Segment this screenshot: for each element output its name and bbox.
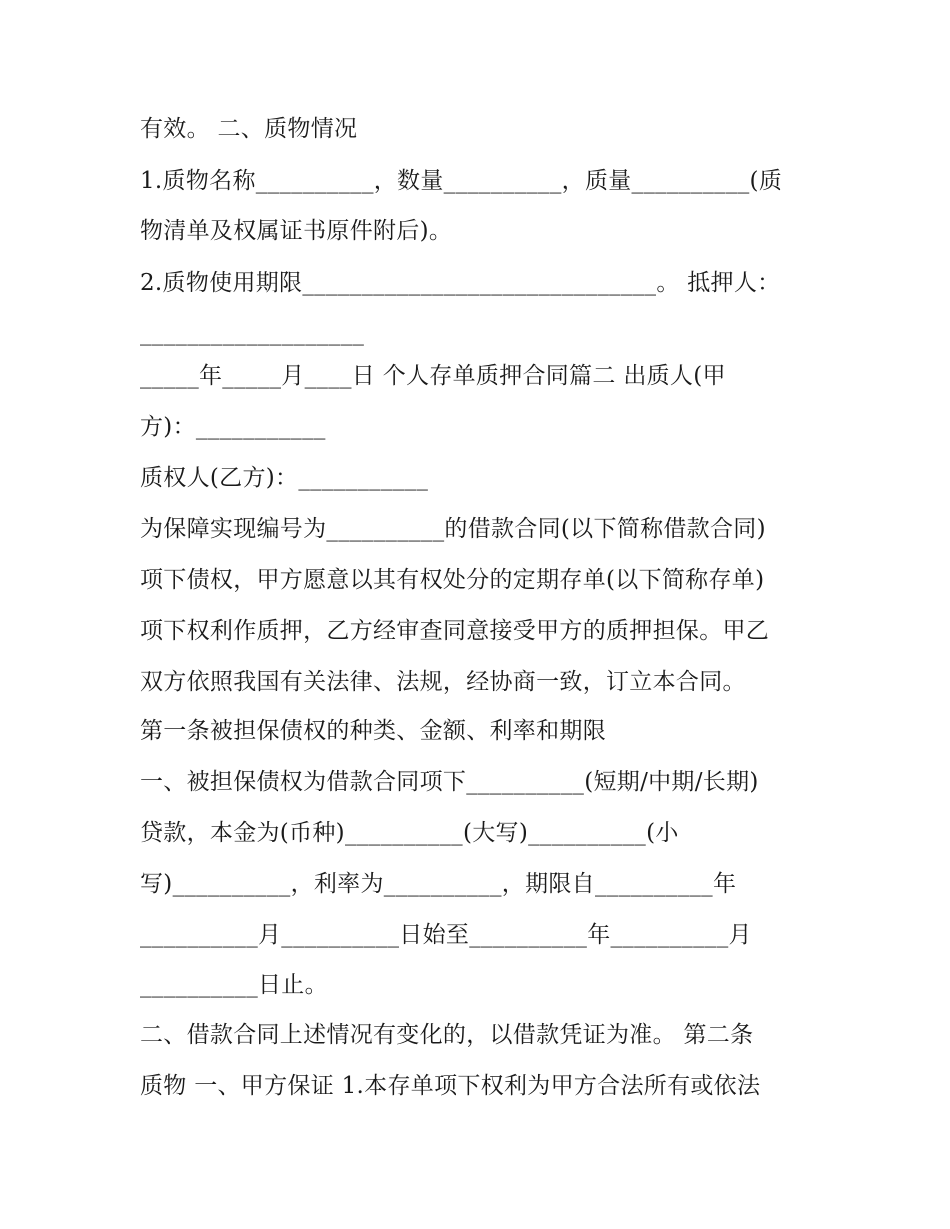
text-line: 方)：___________ — [140, 414, 326, 440]
text-line: 写)__________，利率为__________，期限自__________年 — [140, 871, 737, 897]
text-line: 项下债权，甲方愿意以其有权处分的定期存单(以下简称存单) — [140, 567, 765, 593]
text-line: 1.质物名称__________，数量__________，质量__________(质 — [140, 168, 783, 194]
text-line: ___________________ — [140, 320, 365, 346]
text-line: 物清单及权属证书原件附后)。 — [140, 218, 453, 244]
text-line: 贷款，本金为(币种)__________(大写)__________(小 — [140, 820, 679, 846]
text-line: _____年_____月____日 个人存单质押合同篇二 出质人(甲 — [140, 363, 726, 389]
text-line: __________日止。 — [140, 972, 328, 998]
text-line: 质权人(乙方)：___________ — [140, 465, 429, 491]
text-line: 2.质物使用期限______________________________。 抵押人： — [140, 270, 781, 296]
text-line: 为保障实现编号为__________的借款合同(以下简称借款合同) — [140, 516, 766, 542]
text-line: 双方依照我国有关法律、法规，经协商一致，订立本合同。 — [140, 669, 746, 695]
text-line: 质物 一、甲方保证 1.本存单项下权利为甲方合法所有或依法 — [140, 1073, 761, 1099]
text-line: 第一条被担保债权的种类、金额、利率和期限 — [140, 718, 606, 744]
text-line: 项下权利作质押，乙方经审查同意接受甲方的质押担保。甲乙 — [140, 618, 770, 644]
text-line: 有效。 二、质物情况 — [140, 116, 358, 142]
text-line: __________月__________日始至__________年__________月 — [140, 922, 752, 948]
text-line: 二、借款合同上述情况有变化的，以借款凭证为准。 第二条 — [140, 1022, 754, 1048]
text-line: 一、被担保债权为借款合同项下__________(短期/中期/长期) — [140, 769, 759, 795]
